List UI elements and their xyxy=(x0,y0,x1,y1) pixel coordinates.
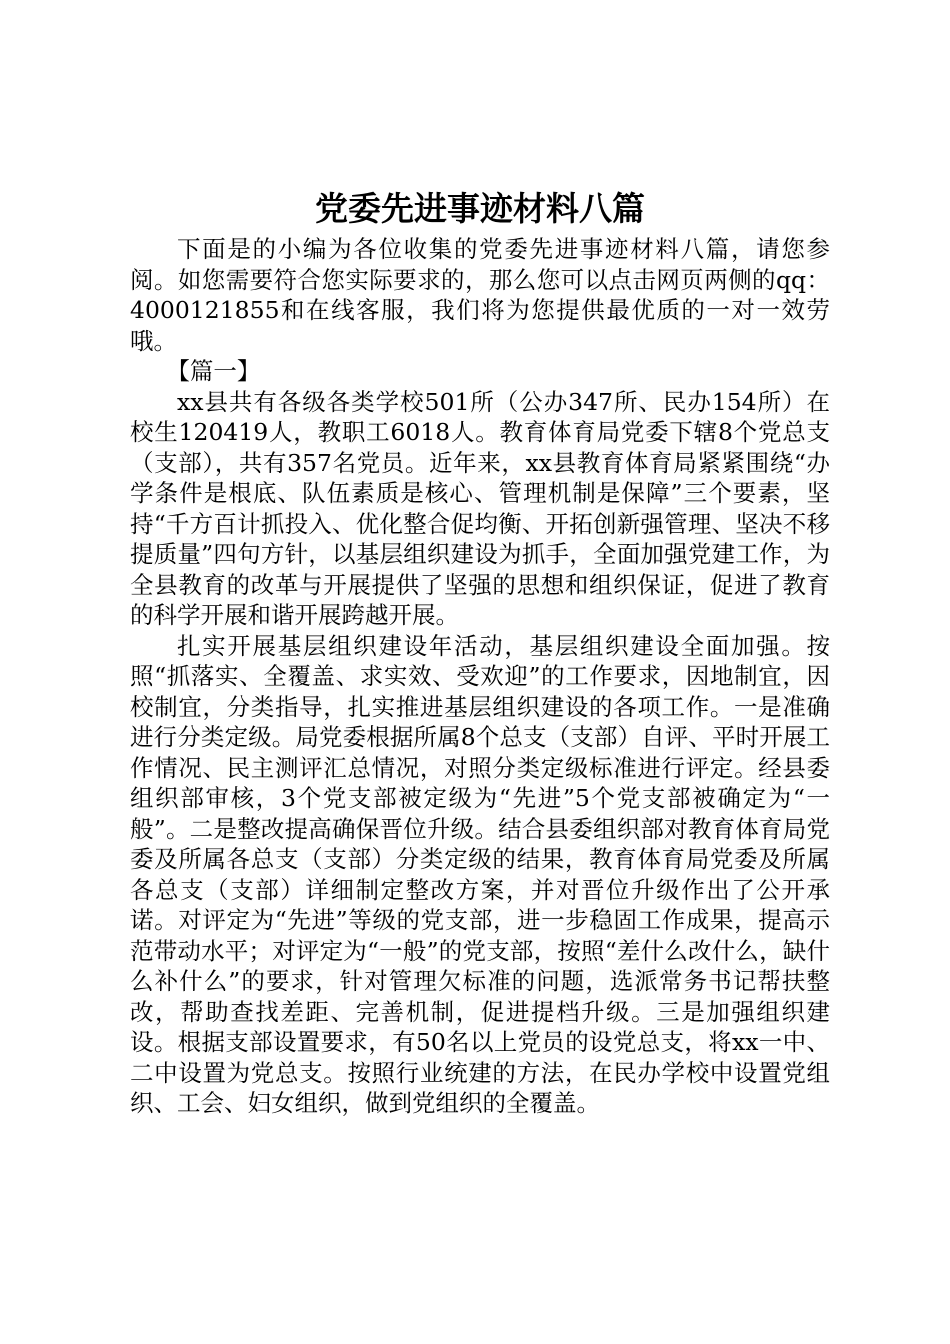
body-paragraph-2: 扎实开展基层组织建设年活动，基层组织建设全面加强。按照“抓落实、全覆盖、求实效、受欢迎”的工作要求，因地制宜，因校制宜，分类指导，扎实推进基层组织建设的各项工作。一是准确进行分类定级。局党委根据所属8个总支（支部）自评、平时开展工作情况、民主测评汇总情况，对照分类定级标准进行评定。经县委组织部审核，3个党支部被定级为“先进”5个党支部被确定为“一般”。二是整改提高确保晋位升级。结合县委组织部对教育体育局党委及所属各总支（支部）分类定级的结果，教育体育局党委及所属各总支（支部）详细制定整改方案，并对晋位升级作出了公开承诺。对评定为“先进”等级的党支部，进一步稳固工作成果，提高示范带动水平；对评定为“一般”的党支部，按照“差什么改什么，缺什么补什么”的要求，针对管理欠标准的问题，选派常务书记帮扶整改，帮助查找差距、完善机制，促进提档升级。三是加强组织建设。根据支部设置要求，有50名以上党员的设党总支，将xx一中、二中设置为党总支。按照行业统建的方法，在民办学校中设置党组织、工会、妇女组织，做到党组织的全覆盖。 xyxy=(130,631,830,1117)
body-paragraph-1: xx县共有各级各类学校501所（公办347所、民办154所）在校生120419人，教职工6018人。教育体育局党委下辖8个党总支（支部），共有357名党员。近年来，xx县教育体育局紧紧围绕“办学条件是根底、队伍素质是核心、管理机制是保障”三个要素，坚持“千方百计抓投入、优化整合促均衡、开拓创新强管理、坚决不移提质量”四句方针，以基层组织建设为抓手，全面加强党建工作，为全县教育的改革与开展提供了坚强的思想和组织保证，促进了教育的科学开展和谐开展跨越开展。 xyxy=(130,387,830,629)
document-body xyxy=(130,234,830,1119)
document-title: 党委先进事迹材料八篇 xyxy=(315,189,645,228)
intro-paragraph: 下面是的小编为各位收集的党委先进事迹材料八篇，请您参阅。如您需要符合您实际要求的，那么您可以点击网页两侧的qq：4000121855和在线客服，我们将为您提供最优质的一对一效劳哦。 xyxy=(130,235,830,355)
section-heading: 【篇一】 xyxy=(166,357,261,385)
